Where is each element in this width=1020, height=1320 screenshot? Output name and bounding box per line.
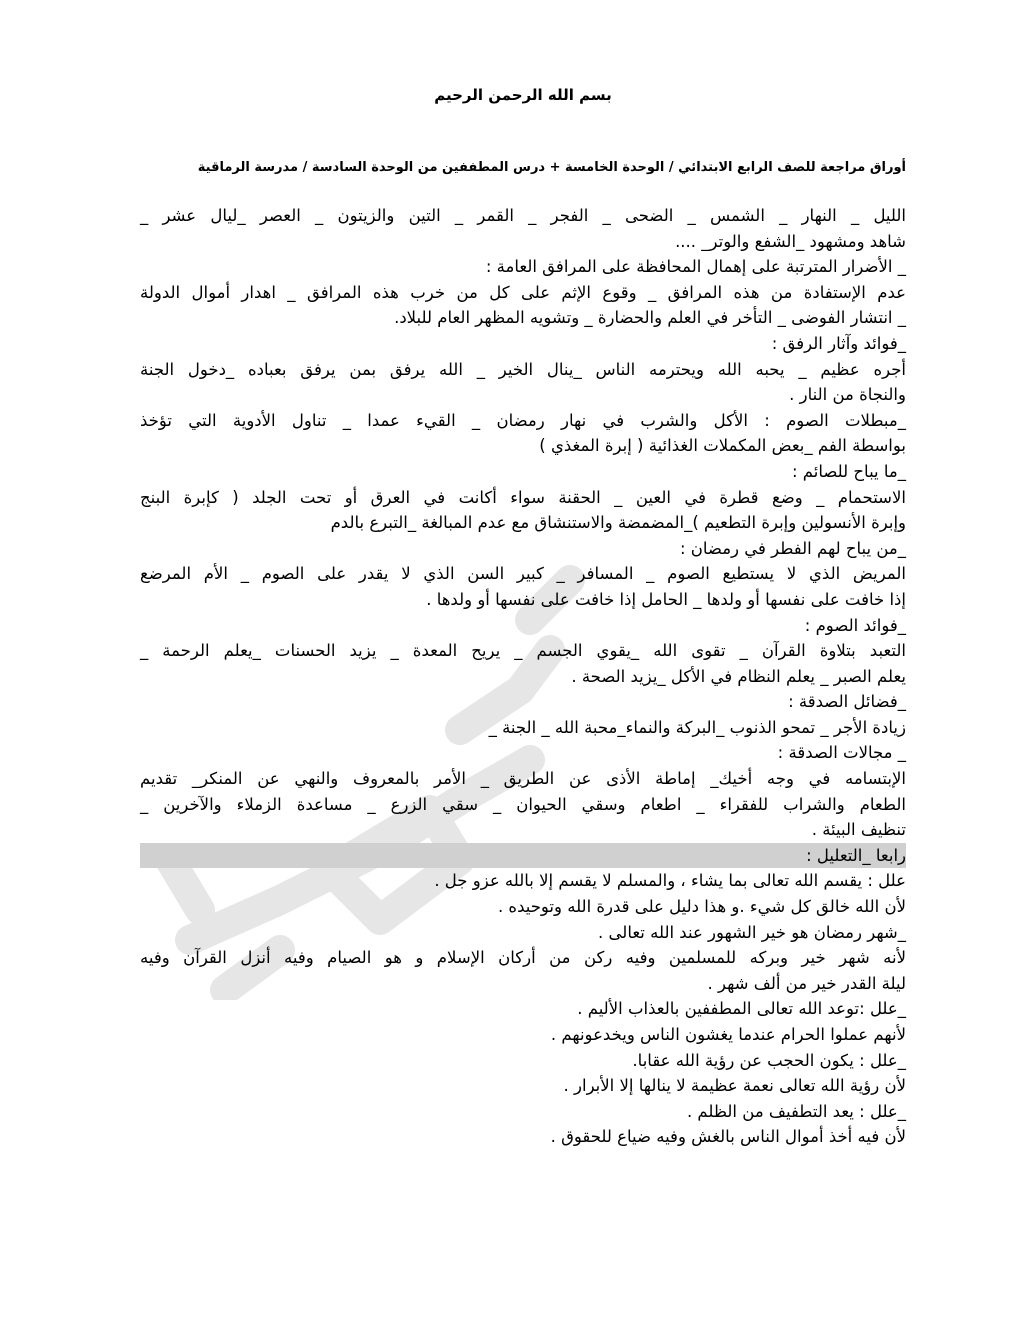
text-line: شاهد ومشهود _الشفع والوتر_ .... [675, 231, 906, 251]
text-line: _ انتشار الفوضى _ التأخر في العلم والحضارة _ وتشويه المظهر العام للبلاد. [394, 308, 906, 328]
text-line: الاستحمام _ وضع قطرة في العين _ الحقنة سواء أكانت في العرق أو تحت الجلد ( كإبرة البنج [140, 487, 906, 507]
text-line: الليل _ النهار _ الشمس _ الضحى _ الفجر _ القمر _ التين والزيتون _ العصر _ليال عشر _ [140, 206, 906, 225]
text-line: زيادة الأجر _ تمحو الذنوب _البركة والنماء_محبة الله _ الجنة _ [488, 717, 906, 737]
text-line: أجره عظيم _ يحبه الله ويحترمه الناس _ينال الخير _ الله يرفق بمن يرفق بعباده _دخول الجنة [140, 359, 906, 379]
text-line: _ الأضرار المترتبة على إهمال المحافظة على المرافق العامة : [485, 257, 906, 277]
text-line: _علل : يعد التطفيف من الظلم . [686, 1101, 906, 1121]
review-content [140, 203, 906, 1150]
text-line: _فوائد الصوم : [804, 615, 906, 635]
text-line: _ما يباح للصائم : [791, 461, 906, 481]
section-heading: رابعا _التعليل : [140, 843, 906, 869]
text-line: _مبطلات الصوم : الأكل والشرب في نهار رمضان _ القيء عمدا _ تناول الأدوية التي تؤخذ [140, 410, 906, 430]
text-line: إذا خافت على نفسها أو ولدها _ الحامل إذا خافت على نفسها أو ولدها . [426, 589, 906, 609]
text-line: _ مجالات الصدقة : [777, 743, 906, 763]
text-line: _فضائل الصدقة : [788, 692, 906, 712]
text-line: لأن فيه أخذ أموال الناس بالغش وفيه ضياع للحقوق . [550, 1127, 906, 1147]
text-line: _فوائد وآثار الرفق : [771, 333, 906, 353]
text-line: _علل :توعد الله تعالى المطففين بالعذاب الأليم . [577, 999, 906, 1019]
text-line: الإبتسامه في وجه أخيك_ إماطة الأذى عن الطريق _ الأمر بالمعروف والنهي عن المنكر_ تقديم [140, 769, 906, 789]
basmala-heading: بسم الله الرحمن الرحيم [434, 86, 612, 104]
text-line: التعبد بتلاوة القرآن _ تقوى الله _يقوي الجسم _ يريح المعدة _ يزيد الحسنات _يعلم الرحمة _ [140, 641, 906, 661]
text-line: يعلم الصبر _ يعلم النظام في الأكل _يزيد الصحة . [571, 666, 906, 686]
text-line: بواسطة الفم _بعض المكملات الغذائية ( إبرة المغذي ) [539, 436, 906, 456]
worksheet-header: أوراق مراجعة للصف الرابع الابتدائي / الوحدة الخامسة + درس المطففين من الوحدة السادسة / مدرسة الرماقية [197, 160, 906, 175]
text-line: الطعام والشراب للفقراء _ اطعام وسقي الحيوان _ سقي الزرع _ مساعدة الزملاء والآخرين _ [140, 794, 906, 814]
text-line: لأن الله خالق كل شيء .و هذا دليل على قدرة الله وتوحيده . [497, 897, 906, 917]
text-line: لأن رؤية الله تعالى نعمة عظيمة لا ينالها إلا الأبرار . [563, 1076, 906, 1096]
document-page [140, 0, 906, 1320]
text-line: لأنهم عملوا الحرام عندما يغشون الناس ويخدعونهم . [550, 1025, 906, 1044]
text-line: _علل : يكون الحجب عن رؤية الله عقابا. [632, 1050, 906, 1070]
text-line: المريض الذي لا يستطيع الصوم _ المسافر _ كبير السن الذي لا يقدر على الصوم _ الأم المرضع [140, 564, 906, 584]
text-line: علل : يقسم الله تعالى بما يشاء ، والمسلم لا يقسم إلا بالله عزو جل . [434, 871, 906, 891]
text-line: تنظيف البيئة . [811, 820, 906, 840]
text-line: ليلة القدر خير من ألف شهر . [707, 973, 906, 993]
text-line: _من يباح لهم الفطر في رمضان : [679, 538, 906, 558]
text-line: عدم الإستفادة من هذه المرافق _ وقوع الإثم على كل من خرب هذه المرافق _ اهدار أموال الدولة [140, 282, 906, 302]
text-line: والنجاة من النار . [789, 385, 906, 405]
text-line: _شهر رمضان هو خير الشهور عند الله تعالى . [598, 922, 906, 942]
text-line: وإبرة الأنسولين وإبرة التطعيم )_المضمضة والاستنشاق مع عدم المبالغة _التبرع بالدم [330, 513, 906, 533]
text-line: لأنه شهر خير وبركه للمسلمين وفيه ركن من أركان الإسلام و هو الصيام وفيه أنزل القرآن وفيه [140, 948, 906, 968]
